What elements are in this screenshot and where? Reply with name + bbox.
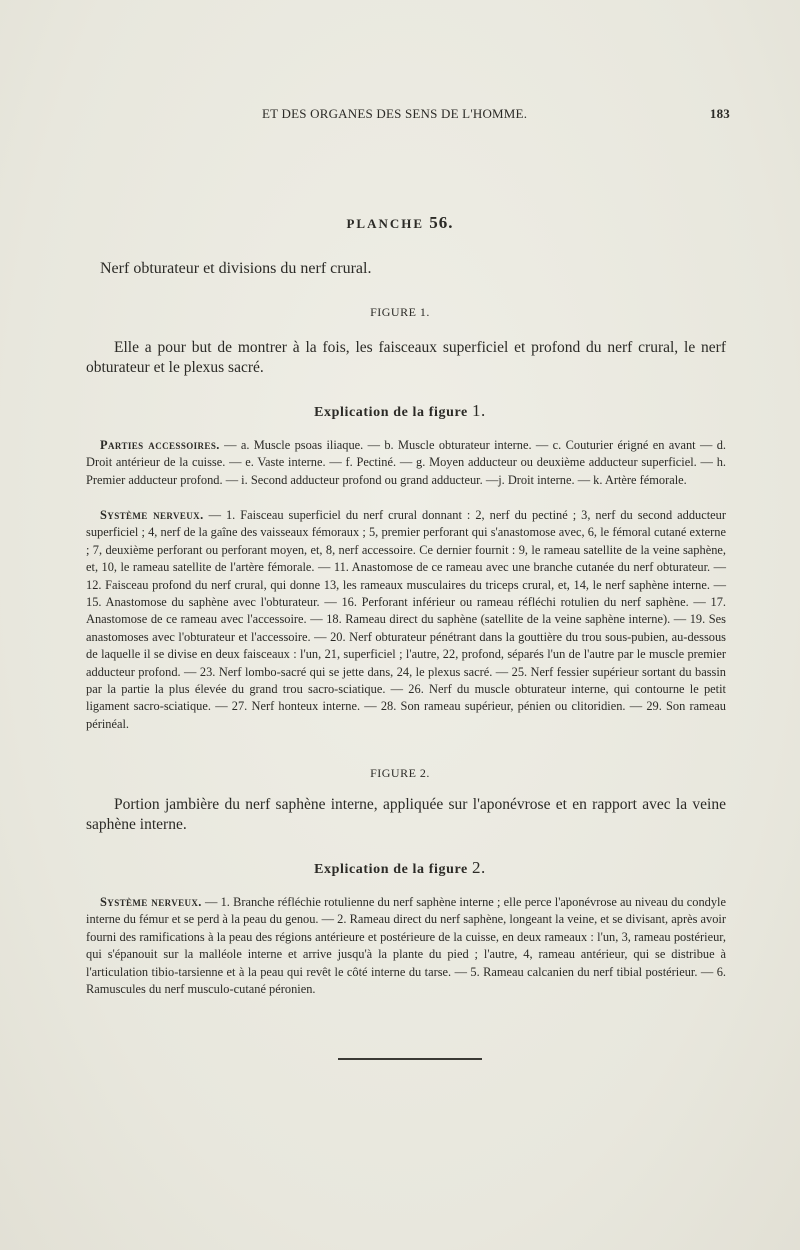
plate-word: PLANCHE bbox=[346, 216, 425, 231]
plate-number: 56. bbox=[429, 213, 454, 232]
figure-1-lead: Elle a pour but de montrer à la fois, les faisceaux superficiel et profond du nerf crural, le nerf obturateur et le plexus sacré. bbox=[86, 339, 726, 376]
running-title: ET DES ORGANES DES SENS DE L'HOMME. bbox=[262, 106, 528, 121]
figure-2-lead: Portion jambière du nerf saphène interne, appliquée sur l'aponévrose et en rapport avec la veine saphène interne. bbox=[86, 796, 726, 833]
nervous-label: Système nerveux. bbox=[100, 895, 202, 909]
figure-2-label: FIGURE 2. bbox=[370, 766, 430, 780]
end-rule bbox=[338, 1058, 482, 1060]
nervous-text: — 1. Branche réfléchie rotulienne du nerf saphène interne ; elle perce l'aponévrose au niveau du condyle interne du fémur et se perd à la peau du genou. — 2. Rameau direct du nerf saphène, longeant la veine, et se divisant, après avoir fourni des ramifications à la peau des régions antérieure et postérieure de la cuisse, en deux rameaux : l'un, 3, rameau postérieur, qui s'épanouit sur la malléole interne et arrive jusqu'à la plante du pied ; l'autre, 4, rameau antérieur, qui se distribue à l'articulation tibio-tarsienne et à la peau qui revêt le côté interne du tarse. — 5. Rameau calcanien du nerf tibial postérieur. — 6. Ramuscules du nerf musculo-cutané péronien. bbox=[86, 895, 726, 997]
plate-subtitle: Nerf obturateur et divisions du nerf crural. bbox=[100, 260, 372, 277]
page-number: 183 bbox=[709, 106, 730, 121]
accessory-text: — a. Muscle psoas iliaque. — b. Muscle obturateur interne. — c. Couturier érigné en avant — d. Droit antérieur de la cuisse. — e. Vaste interne. — f. Pectiné. — g. Moyen adducteur ou deuxième adducteur superficiel. — h. Premier adducteur profond. — i. Second adducteur profond ou grand adducteur. —j. Droit interne. — k. Artère fémorale. bbox=[86, 438, 726, 487]
nervous-text: — 1. Faisceau superficiel du nerf crural donnant : 2, nerf du pectiné ; 3, nerf du second adducteur superficiel ; 4, nerf de la gaîne des vaisseaux fémoraux ; 5, premier perforant qui s'anastomose avec, 6, le fémoral cutané externe ; 7, deuxième perforant ou perforant moyen, et, 8, nerf accessoire. Ce dernier fournit : 9, le rameau satellite de la veine saphène, et, 10, le rameau satellite de l'artère fémorale. — 11. Anastomose de ce rameau avec une branche cutanée du nerf obturateur. — 12. Faisceau profond du nerf crural, qui donne 13, les rameaux musculaires du triceps crural, et, 14, le nerf saphène interne. — 15. Anastomose du saphène avec l'obturateur. — 16. Perforant inférieur ou rameau réfléchi rotulien du nerf saphène. — 17. Anastomose de ce rameau avec l'accessoire. — 18. Rameau direct du saphène (satellite de la veine saphène interne). — 19. Ses anastomoses avec l'obturateur et l'accessoire. — 20. Nerf obturateur pénétrant dans la gouttière du trou sous-pubien, au-dessous de laquelle il se divise en deux faisceaux : l'un, 21, superficiel ; l'autre, 22, profond, séparés l'un de l'autre par le muscle premier adducteur profond. — 23. Nerf lombo-sacré qui se jette dans, 24, le plexus sacré. — 25. Nerf fessier supérieur sortant du bassin par la partie la plus élevée du grand trou sacro-sciatique. — 26. Nerf du muscle obturateur interne, qui contourne le petit ligament sacro-sciatique. — 27. Nerf honteux interne. — 28. Son rameau supérieur, pénien ou clitoridien. — 29. Son rameau périnéal. bbox=[86, 508, 726, 731]
explanation-heading-number: 1. bbox=[471, 401, 486, 420]
figure-1-explanation-heading bbox=[0, 401, 800, 421]
figure-1-accessory-paragraph bbox=[86, 437, 726, 489]
nervous-label: Système nerveux. bbox=[100, 508, 204, 522]
explanation-heading-number: 2. bbox=[471, 858, 486, 877]
figure-2-explanation-heading bbox=[0, 858, 800, 878]
explanation-heading-text: Explication de la figure bbox=[314, 862, 468, 877]
explanation-heading-text: Explication de la figure bbox=[314, 405, 468, 420]
accessory-label: Parties accessoires. bbox=[100, 438, 220, 452]
figure-2-nervous-paragraph bbox=[86, 894, 726, 998]
figure-1-label: FIGURE 1. bbox=[370, 305, 430, 319]
figure-1-nervous-paragraph bbox=[86, 507, 726, 733]
plate-title bbox=[0, 213, 800, 233]
